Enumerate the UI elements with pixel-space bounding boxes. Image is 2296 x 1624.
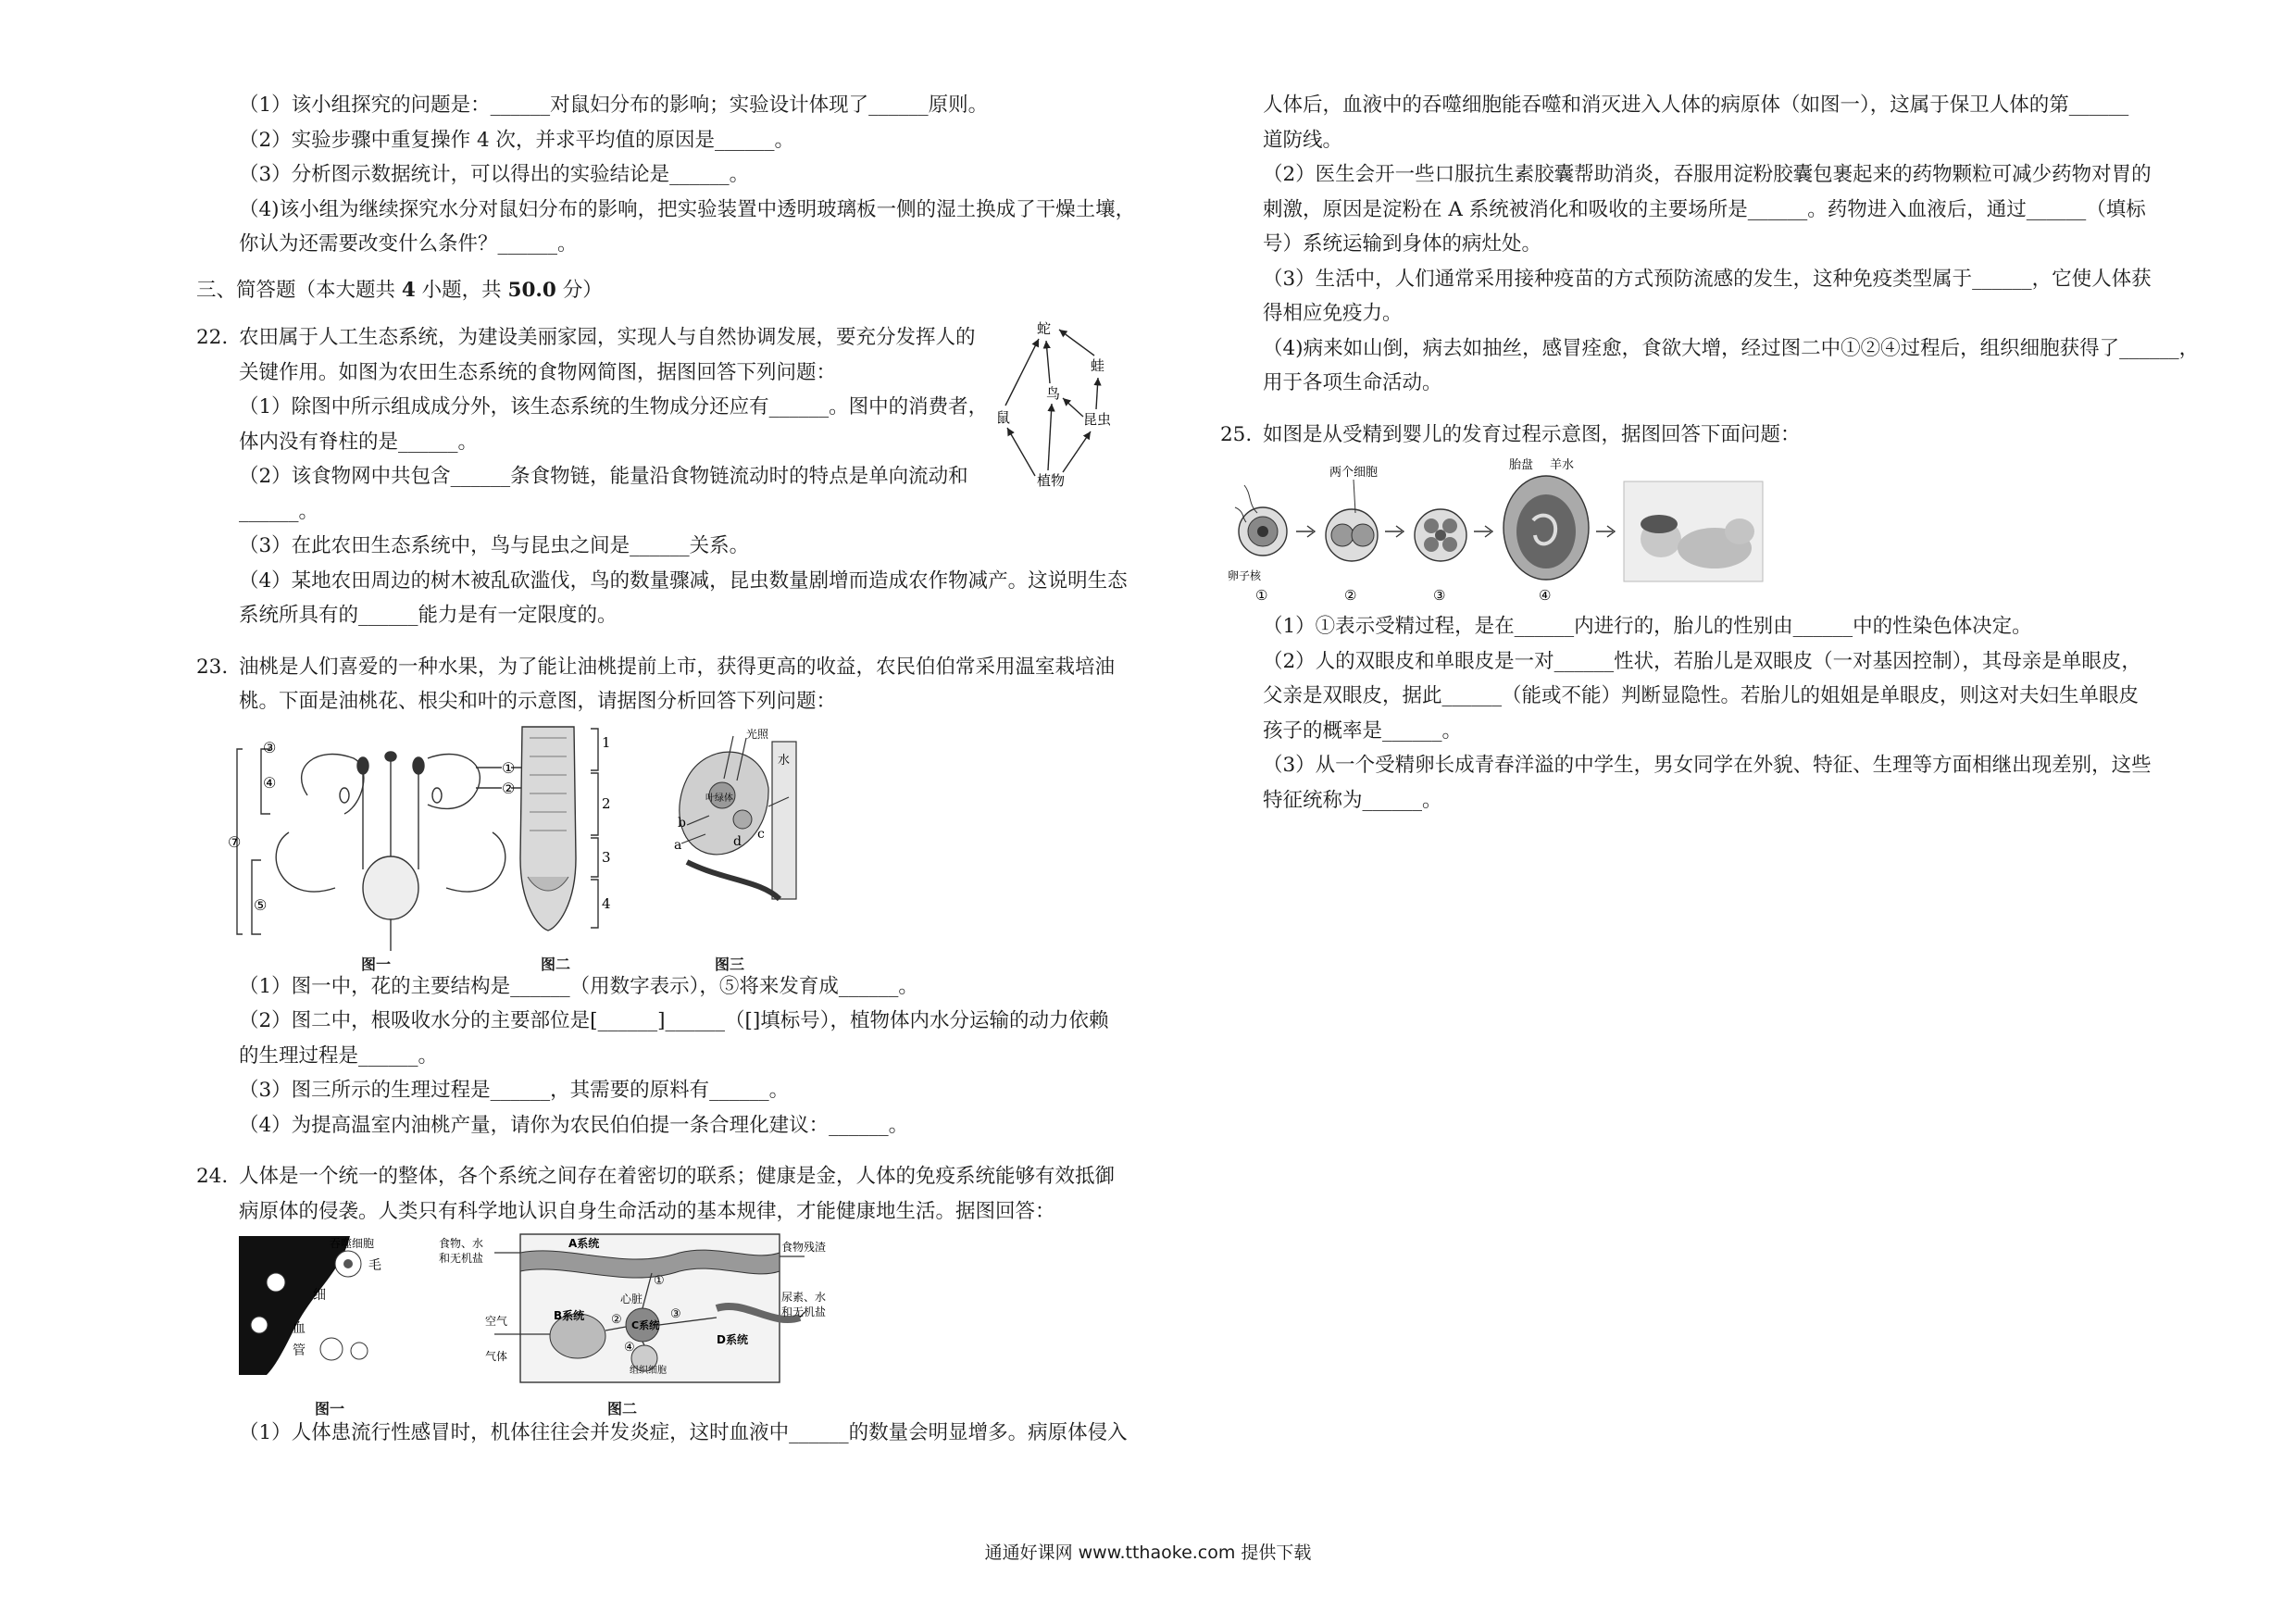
q23-number: 23.: [196, 655, 229, 679]
q24-cont-line-2: 道防线。: [1263, 128, 1343, 152]
section-3-count: 4: [401, 278, 416, 302]
q24-cont-line-9: 用于各项生命活动。: [1263, 371, 1442, 394]
q22-line-7: （3）在此农田生态系统中，鸟与昆虫之间是______关系。: [239, 534, 750, 557]
food-web-diagram: [992, 313, 1122, 498]
q23-fig2-caption: 图二: [541, 955, 571, 973]
leaf-water-label: 水: [778, 753, 791, 768]
section-3-score: 50.0: [507, 278, 556, 302]
body-system-b-label: B系统: [554, 1309, 585, 1322]
root-label-4: 4: [602, 894, 611, 912]
root-label-1: 1: [602, 733, 611, 751]
dev-amniotic-label: 羊水: [1550, 458, 1575, 472]
capillary-label-cell: 细: [313, 1288, 326, 1303]
q24-fig1-caption: 图一: [315, 1400, 345, 1418]
q24-cont-line-6: （3）生活中，人们通常采用接种疫苗的方式预防流感的发生，这种免疫类型属于______，它使人体获: [1263, 267, 2152, 291]
q22-line-3: （1）除图中所示组成成分外，该生态系统的生物成分还应有______。图中的消费者，: [239, 395, 989, 418]
q24-cont-line-7: 得相应免疫力。: [1263, 302, 1403, 325]
body-urea-label-1: 尿素、水: [781, 1291, 827, 1304]
q24-fig2-caption: 图二: [607, 1400, 638, 1418]
q25-line-6: （3）从一个受精卵长成青春洋溢的中学生，男女同学在外貌、特征、生理等方面相继出现差别，这些: [1263, 754, 2152, 777]
question-23: [196, 650, 1141, 1143]
q25-number: 25.: [1220, 422, 1253, 446]
q23-figures: [196, 719, 1141, 973]
q23-line-1: [196, 650, 1141, 685]
leaf-diagram: [668, 723, 807, 945]
section-3-heading: [196, 273, 1141, 308]
food-web-insect: 昆虫: [1083, 411, 1112, 428]
body-gas-label: 气体: [485, 1350, 508, 1363]
q24-cont-line-4: 刺激，原因是淀粉在 A 系统被消化和吸收的主要场所是______。药物进入血液后，通过______（填标: [1263, 197, 2146, 221]
q24-cont-line-1: 人体后，血液中的吞噬细胞能吞噬和消灭进入人体的病原体（如图一），这属于保卫人体的第______: [1263, 94, 2129, 117]
food-web-snake: 蛇: [1037, 320, 1052, 337]
q25-line-5: 孩子的概率是______。: [1263, 718, 1463, 743]
q21-line-2: （2）实验步骤中重复操作 4 次，并求平均值的原因是______。: [239, 128, 795, 152]
leaf-chloroplast-label: 叶绿体: [705, 793, 733, 804]
leaf-label-a: a: [674, 837, 682, 853]
body-salt-label: 和无机盐: [439, 1252, 484, 1265]
left-column: [196, 88, 1141, 1451]
leaf-label-c: c: [757, 826, 765, 842]
q23-fig1-caption: 图一: [361, 955, 392, 973]
flower-label-7: ⑦: [228, 832, 242, 851]
q25-line-2: （1）①表示受精过程，是在______内进行的，胎儿的性别由______中的性染色体决定。: [1263, 615, 2032, 638]
body-system-d-label: D系统: [717, 1333, 748, 1346]
q23-line-4: （2）图二中，根吸收水分的主要部位是[______]______（[]填标号），植物体内水分运输的动力依赖: [239, 1009, 1109, 1032]
food-web-mouse: 鼠: [996, 409, 1011, 426]
q25-line-4: 父亲是双眼皮，据此______（能或不能）判断显隐性。若胎儿的姐姐是单眼皮，则这对夫妇生单眼皮: [1263, 684, 2140, 707]
q22-line-9: 系统所具有的______能力是有一定限度的。: [239, 604, 618, 627]
capillary-label-hair: 毛: [368, 1258, 381, 1273]
dev-placenta-label: 胎盘: [1509, 458, 1534, 472]
q22-line-2: 关键作用。如图为农田生态系统的食物网简图，据图回答下列问题：: [239, 360, 837, 384]
q25-line-1: [1220, 418, 2128, 453]
dev-num-4: ④: [1539, 587, 1552, 604]
q21-line-4a: （4)该小组为继续探究水分对鼠妇分布的影响，把实验装置中透明玻璃板一侧的湿土换成了干燥土壤，: [239, 197, 1136, 221]
question-25: [1220, 418, 2152, 818]
q22-text-1: 农田属于人工生态系统，为建设美丽家园，实现人与自然协调发展，要充分发挥人的: [239, 326, 976, 349]
q23-line-6: （3）图三所示的生理过程是______，其需要的原料有______。: [239, 1079, 790, 1102]
flower-label-4: ④: [263, 773, 277, 792]
question-22: [196, 320, 1141, 633]
body-num-4: ④: [624, 1341, 635, 1355]
right-column: [1220, 88, 2200, 818]
dev-num-3: ③: [1433, 587, 1446, 604]
flower-label-1: ①: [502, 758, 516, 777]
root-label-2: 2: [602, 794, 611, 812]
food-web-plant: 植物: [1037, 472, 1066, 489]
section-3-middle: 小题，共: [415, 278, 508, 302]
q21-line-1: （1）该小组探究的问题是：______对鼠妇分布的影响；实验设计体现了______原则。: [239, 94, 989, 117]
flower-label-3: ③: [263, 738, 277, 756]
q24-text-1: 人体是一个统一的整体，各个系统之间存在着密切的联系；健康是金，人体的免疫系统能够有效抵御: [239, 1165, 1116, 1188]
section-3-suffix: 分）: [555, 278, 603, 302]
q24-number: 24.: [196, 1165, 229, 1188]
body-food-label: 食物、水: [439, 1237, 484, 1250]
q24-line-2: 病原体的侵袭。人类只有科学地认识自身生命活动的基本规律，才能健康地生活。据图回答：: [239, 1199, 1055, 1223]
q21-line-4b: 你认为还需要改变什么条件？______。: [239, 232, 578, 256]
phagocyte-diagram: [239, 1236, 415, 1375]
q22-line-5: （2）该食物网中共包含______条食物链，能量沿食物链流动时的特点是单向流动和: [239, 465, 968, 488]
q22-line-6: ______。: [239, 499, 319, 523]
phagocyte-label: 吞噬细胞: [330, 1237, 375, 1250]
leaf-light-label: 光照: [746, 727, 769, 741]
leaf-label-b: b: [678, 815, 686, 831]
dev-nucleus-label: 卵子核: [1228, 569, 1262, 582]
q24-line-1: [196, 1159, 1141, 1194]
q23-line-7: （4）为提高温室内油桃产量，请你为农民伯伯提一条合理化建议：______。: [239, 1113, 909, 1137]
q22-line-8: （4）某地农田周边的树木被乱砍滥伐，鸟的数量骤减，昆虫数量剧增而造成农作物减产。这说明生态: [239, 568, 1128, 593]
body-residue-label: 食物残渣: [781, 1241, 827, 1254]
q23-text-1: 油桃是人们喜爱的一种水果，为了能让油桃提前上市，获得更高的收益，农民伯伯常采用温室栽培油: [239, 655, 1116, 679]
body-system-c-label: C系统: [631, 1319, 660, 1331]
flower-diagram: [228, 731, 548, 953]
q23-line-3: （1）图一中，花的主要结构是______（用数字表示），⑤将来发育成______。: [239, 974, 918, 998]
q25-figure: [1220, 452, 2128, 609]
q22-line-4: 体内没有脊柱的是______。: [239, 430, 479, 454]
q24-figures: [196, 1229, 1141, 1416]
body-system-a-label: A系统: [568, 1237, 600, 1250]
dev-two-cells-label: 两个细胞: [1329, 466, 1379, 480]
q23-line-5: 的生理过程是______。: [239, 1043, 439, 1068]
body-num-2: ②: [611, 1313, 622, 1327]
q24-cont-line-5: 号）系统运输到身体的病灶处。: [1263, 232, 1542, 256]
body-urea-label-2: 和无机盐: [781, 1305, 827, 1318]
q25-line-3: （2）人的双眼皮和单眼皮是一对______性状，若胎儿是双眼皮（一对基因控制），其母亲是单眼皮，: [1263, 649, 2141, 673]
flower-label-2: ②: [502, 779, 516, 797]
q23-line-2: 桃。下面是油桃花、根尖和叶的示意图，请据图分析回答下列问题：: [239, 690, 837, 713]
body-tissue-label: 组织细胞: [630, 1366, 667, 1376]
body-air-label: 空气: [485, 1315, 508, 1328]
q25-text-1: 如图是从受精到婴儿的发育过程示意图，据图回答下面问题：: [1263, 422, 1801, 446]
body-heart-label: 心脏: [620, 1293, 643, 1305]
root-tip-diagram: [502, 719, 641, 946]
section-3-prefix: 三、简答题（本大题共: [196, 278, 402, 302]
development-diagram: [1226, 457, 1800, 606]
q21-line-3: （3）分析图示数据统计，可以得出的实验结论是______。: [239, 163, 750, 186]
q25-line-7: 特征统称为______。: [1263, 788, 1442, 812]
capillary-label-blood: 血: [293, 1321, 306, 1336]
flower-label-5: ⑤: [254, 895, 268, 914]
dev-num-2: ②: [1344, 587, 1357, 604]
capillary-label-vessel: 管: [293, 1343, 306, 1358]
q22-number: 22.: [196, 326, 229, 349]
q24-cont-line-8: （4)病来如山倒，病去如抽丝，感冒痊愈，食欲大增，经过图二中①②④过程后，组织细胞获得了______，: [1263, 336, 2200, 360]
food-web-frog: 蛙: [1091, 357, 1105, 374]
food-web-bird: 鸟: [1046, 385, 1061, 402]
q23-fig3-caption: 图三: [715, 955, 745, 973]
q24-cont-line-3: （2）医生会开一些口服抗生素胶囊帮助消炎，吞服用淀粉胶囊包裹起来的药物颗粒可减少药物对胃的: [1263, 163, 2152, 186]
dev-num-1: ①: [1255, 587, 1268, 604]
q24-line-3: （1）人体患流行性感冒时，机体往往会并发炎症，这时血液中______的数量会明显增多。病原体侵入: [239, 1421, 1128, 1444]
body-num-3: ③: [670, 1307, 681, 1321]
body-systems-diagram: [439, 1234, 837, 1387]
body-num-1: ①: [654, 1274, 665, 1288]
page-footer: 通通好课网 www.tthaoke.com 提供下载: [984, 1543, 1312, 1563]
root-label-3: 3: [602, 848, 611, 866]
leaf-label-d: d: [733, 833, 742, 849]
question-24: [196, 1159, 1141, 1451]
